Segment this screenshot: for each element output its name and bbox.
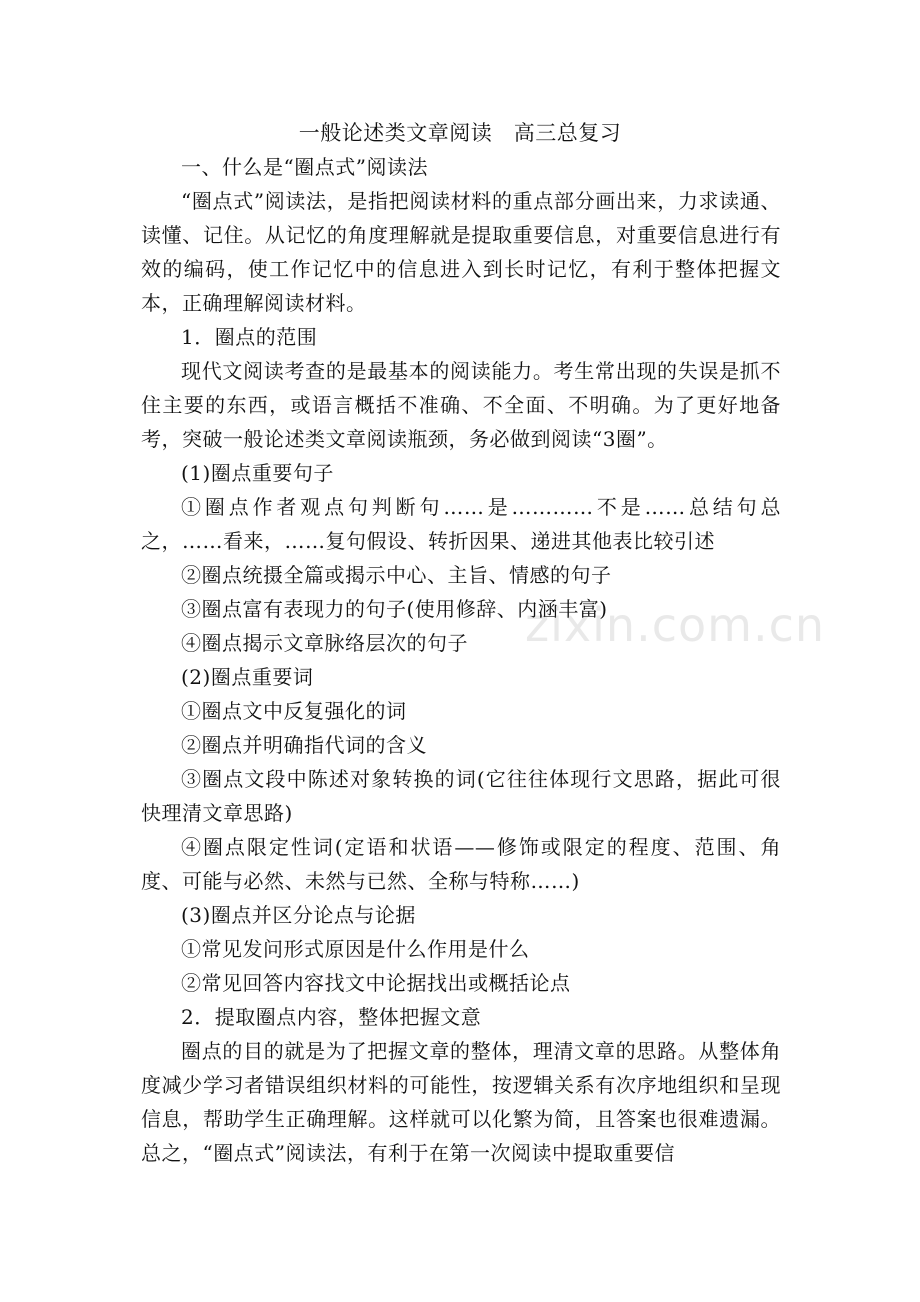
list-item: ①常见发问形式原因是什么作用是什么 — [181, 937, 530, 961]
body-paragraph: 圈点的目的就是为了把握文章的整体，理清文章的思路。从整体角度减少学习者错误组织材料的可能性，按逻辑关系有次序地组织和呈现信息，帮助学生正确理解。这样就可以化繁为简，且答案也很难遗漏。总之，“圈点式”阅读法，有利于在第一次阅读中提取重要信 — [141, 1039, 781, 1165]
body-paragraph: 现代文阅读考查的是最基本的阅读能力。考生常出现的失误是抓不住主要的东西，或语言概括不准确、不全面、不明确。为了更好地备考，突破一般论述类文章阅读瓶颈，务必做到阅读“3圈”。 — [141, 359, 781, 451]
document-title: 一般论述类文章阅读 高三总复习 — [298, 121, 622, 145]
document-body — [141, 150, 781, 1170]
list-item: ①圈点作者观点句判断句……是…………不是……总结句总之，……看来，……复句假设、转折因果、递进其他表比较引述 — [141, 495, 781, 553]
list-item: ②常见回答内容找文中论据找出或概括论点 — [181, 971, 571, 995]
body-paragraph: “圈点式”阅读法，是指把阅读材料的重点部分画出来，力求读通、读懂、记住。从记忆的角度理解就是提取重要信息，对重要信息进行有效的编码，使工作记忆中的信息进入到长时记忆，有利于整体把握文本，正确理解阅读材料。 — [141, 189, 781, 315]
list-heading-words: (2)圈点重要词 — [181, 665, 314, 689]
subsection-heading-2: 2．提取圈点内容，整体把握文意 — [181, 1005, 482, 1029]
list-item: ④圈点揭示文章脉络层次的句子 — [181, 631, 468, 655]
list-item: ④圈点限定性词(定语和状语——修饰或限定的程度、范围、角度、可能与必然、未然与已然、全称与特称……) — [141, 835, 781, 893]
subsection-heading-1: 1．圈点的范围 — [181, 325, 318, 349]
watermark: zixin.com.cn — [525, 598, 826, 652]
list-item: ②圈点并明确指代词的含义 — [181, 733, 427, 757]
section-heading-1: 一、什么是“圈点式”阅读法 — [181, 155, 428, 179]
list-heading-arguments: (3)圈点并区分论点与论据 — [181, 903, 416, 927]
list-item: ①圈点文中反复强化的词 — [181, 699, 407, 723]
list-item: ②圈点统摄全篇或揭示中心、主旨、情感的句子 — [181, 563, 612, 587]
list-item: ③圈点富有表现力的句子(使用修辞、内涵丰富) — [181, 597, 608, 621]
list-heading-sentences: (1)圈点重要句子 — [181, 461, 334, 485]
list-item: ③圈点文段中陈述对象转换的词(它往往体现行文思路，据此可很快理清文章思路) — [141, 767, 781, 825]
